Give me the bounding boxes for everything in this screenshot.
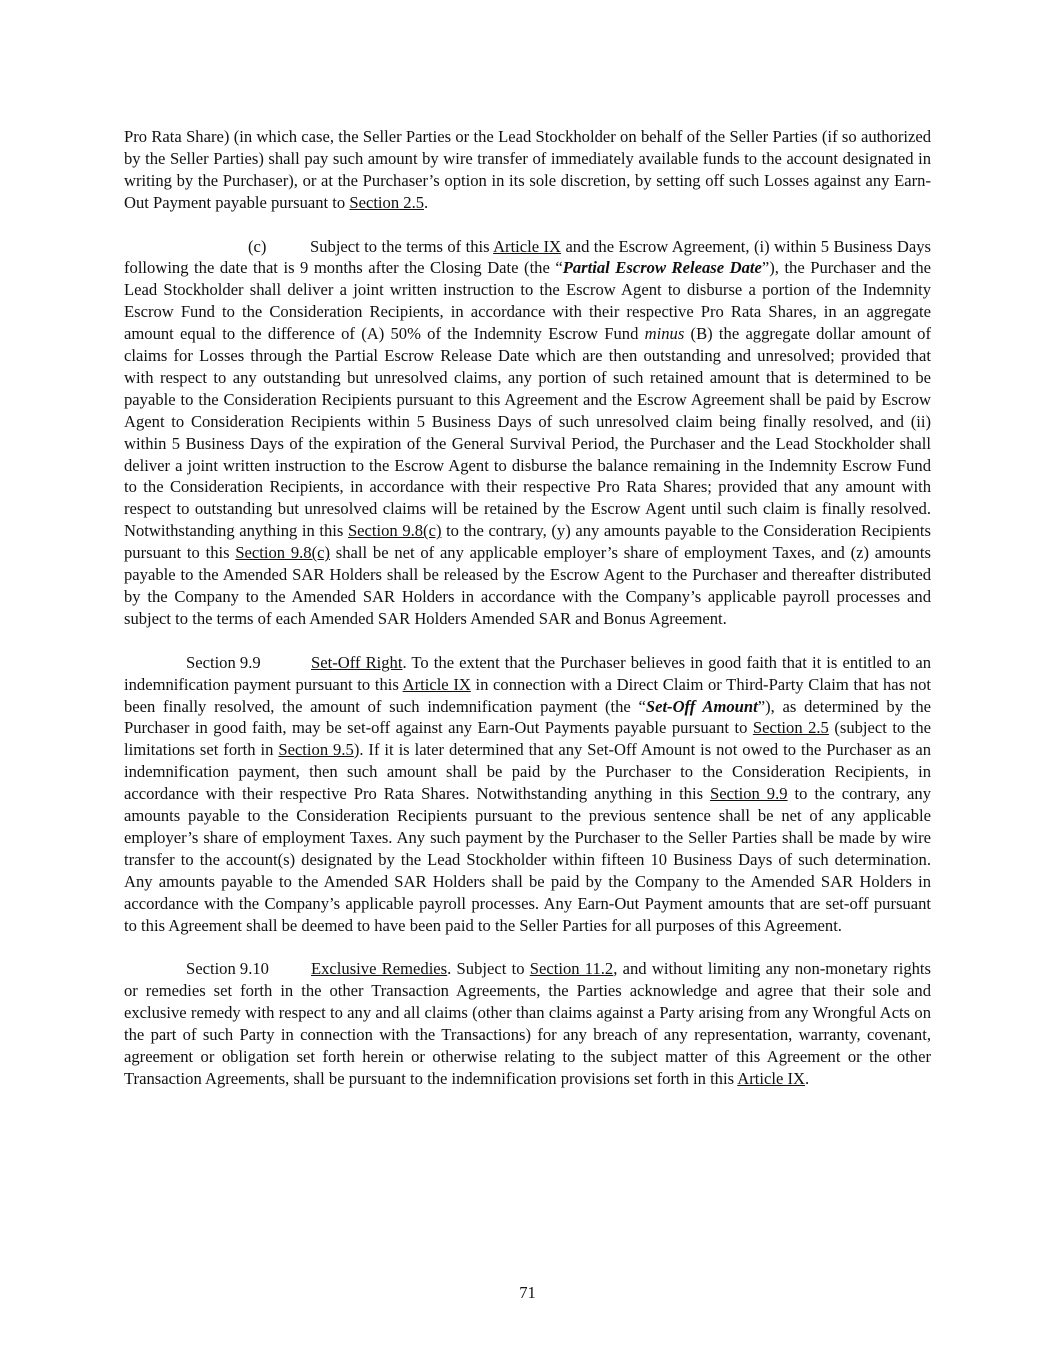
document-page xyxy=(124,126,931,1090)
paragraph-text: (subject to the limitations set forth in xyxy=(124,718,931,760)
section-heading: Exclusive Remedies xyxy=(311,959,448,979)
paragraph-continuation xyxy=(124,126,931,214)
section-label: Section 9.10 xyxy=(186,959,269,979)
paragraph-text: in connection with a Direct Claim or Third-Party Claim that has not been finally resolved, the amount of such indemnification payment (the “ xyxy=(124,674,931,716)
section-heading: Set-Off Right xyxy=(311,652,403,672)
section-reference: Section 2.5 xyxy=(349,192,425,212)
defined-term: Set-Off Amount xyxy=(645,696,758,716)
section-reference: Section 9.5 xyxy=(278,740,354,760)
section-reference: Section 9.9 xyxy=(710,784,788,804)
paragraph-c xyxy=(124,236,931,630)
clause-label: (c) xyxy=(248,236,267,256)
section-label: Section 9.9 xyxy=(186,652,261,672)
section-reference: Section 9.8(c) xyxy=(347,521,442,541)
paragraph-text: and the Escrow Agreement, (i) within 5 Business Days following the date that is 9 months after the Closing Date (the “ xyxy=(124,236,932,278)
section-9-9 xyxy=(124,652,931,937)
paragraph-text: . xyxy=(424,192,429,212)
paragraph-text: Pro Rata Share) (in which case, the Seller Parties or the Lead Stockholder on behalf of the Seller Parties (if so authorized by the Seller Parties) shall pay such amount by wire transfer of immediately available funds to the account designated in writing by the Purchaser), or at the Purchaser’s option in its sole discretion, by setting off such Losses against any Earn-Out Payment payable pursuant to xyxy=(124,127,931,212)
article-reference: Article IX xyxy=(493,236,562,256)
paragraph-text: ). If it is later determined that any Set-Off Amount is not owed to the Purchaser as an indemnification payment, then such amount shall be paid by the Purchaser to the Consideration Recipients, in accordance with their respective Pro Rata Shares. Notwithstanding anything in this xyxy=(124,740,931,804)
paragraph-text: ”), the Purchaser and the Lead Stockholder shall deliver a joint written instruction to the Escrow Agent to disburse a portion of the Indemnity Escrow Fund to the Consideration Recipients, in accordance with their respective Pro Rata Shares, in an aggregate amount equal to the difference of (A) 50% of the Indemnity Escrow Fund xyxy=(124,258,931,344)
paragraph-text: shall be net of any applicable employer’s share of employment Taxes, and (z) amounts payable to the Amended SAR Holders shall be released by the Escrow Agent to the Purchaser and thereafter distributed by the Company to the Amended SAR Holders in accordance with the Company’s applicable payroll processes and subject to the terms of each Amended SAR Holders Amended SAR and Bonus Agreement. xyxy=(124,543,931,628)
section-reference: Section 11.2 xyxy=(529,959,614,979)
section-reference: Section 9.8(c) xyxy=(235,543,331,563)
emphasis-text: minus xyxy=(644,324,685,344)
paragraph-text: to the contrary, (y) any amounts payable to the Consideration Recipients pursuant to this xyxy=(124,521,931,563)
article-reference: Article IX xyxy=(737,1068,806,1088)
article-reference: Article IX xyxy=(402,674,471,694)
section-reference: Section 2.5 xyxy=(752,718,829,738)
paragraph-text: Subject to the terms of this xyxy=(310,236,494,256)
paragraph-text: ”), as determined by the Purchaser in good faith, may be set-off against any Earn-Out Payments payable pursuant to xyxy=(124,696,932,738)
page-number: 71 xyxy=(519,1283,536,1302)
defined-term: Partial Escrow Release Date xyxy=(562,258,762,278)
paragraph-text: . To the extent that the Purchaser believes in good faith that it is entitled to an indemnification payment pursuant to this xyxy=(124,652,931,694)
paragraph-text: , and without limiting any non-monetary rights or remedies set forth in the other Transaction Agreements, the Parties acknowledge and agree that their sole and exclusive remedy with respect to any and all claims (other than claims against a Party arising from any Wrongful Acts on the part of such Party in connection with the Transactions) for any breach of any representation, warranty, covenant, agreement or obligation set forth herein or otherwise relating to the subject matter of this Agreement or the other Transaction Agreements, shall be pursuant to the indemnification provisions set forth in this xyxy=(124,959,931,1088)
paragraph-text: . xyxy=(805,1068,810,1088)
paragraph-text: . Subject to xyxy=(447,959,530,979)
paragraph-text: to the contrary, any amounts payable to the Consideration Recipients pursuant to the previous sentence shall be net of any applicable employer’s share of employment Taxes. Any such payment by the Purchaser to the Seller Parties shall be made by wire transfer to the account(s) designated by the Lead Stockholder within fifteen 10 Business Days of such determination. Any amounts payable to the Amended SAR Holders shall be paid by the Company to the Amended SAR Holders in accordance with the Company’s applicable payroll processes. Any Earn-Out Payment amounts that are set-off pursuant to this Agreement shall be deemed to have been paid to the Seller Parties for all purposes of this Agreement. xyxy=(124,784,931,935)
section-9-10 xyxy=(124,958,931,1089)
paragraph-text: (B) the aggregate dollar amount of claims for Losses through the Partial Escrow Release Date which are then outstanding and unresolved; provided that with respect to any outstanding but unresolved claims, any portion of such retained amount that is determined to be payable to the Consideration Recipients pursuant to this Agreement and the Escrow Agreement shall be paid by Escrow Agent to Consideration Recipients within 5 Business Days of such unresolved claim being finally resolved, and (ii) within 5 Business Days of the expiration of the General Survival Period, the Purchaser and the Lead Stockholder shall deliver a joint written instruction to the Escrow Agent to disburse the balance remaining in the Indemnity Escrow Fund to the Consideration Recipients, in accordance with their respective Pro Rata Shares; provided that any amount with respect to outstanding but unresolved claims will be retained by the Escrow Agent until such claim is finally resolved. Notwithstanding anything in this xyxy=(124,324,931,541)
